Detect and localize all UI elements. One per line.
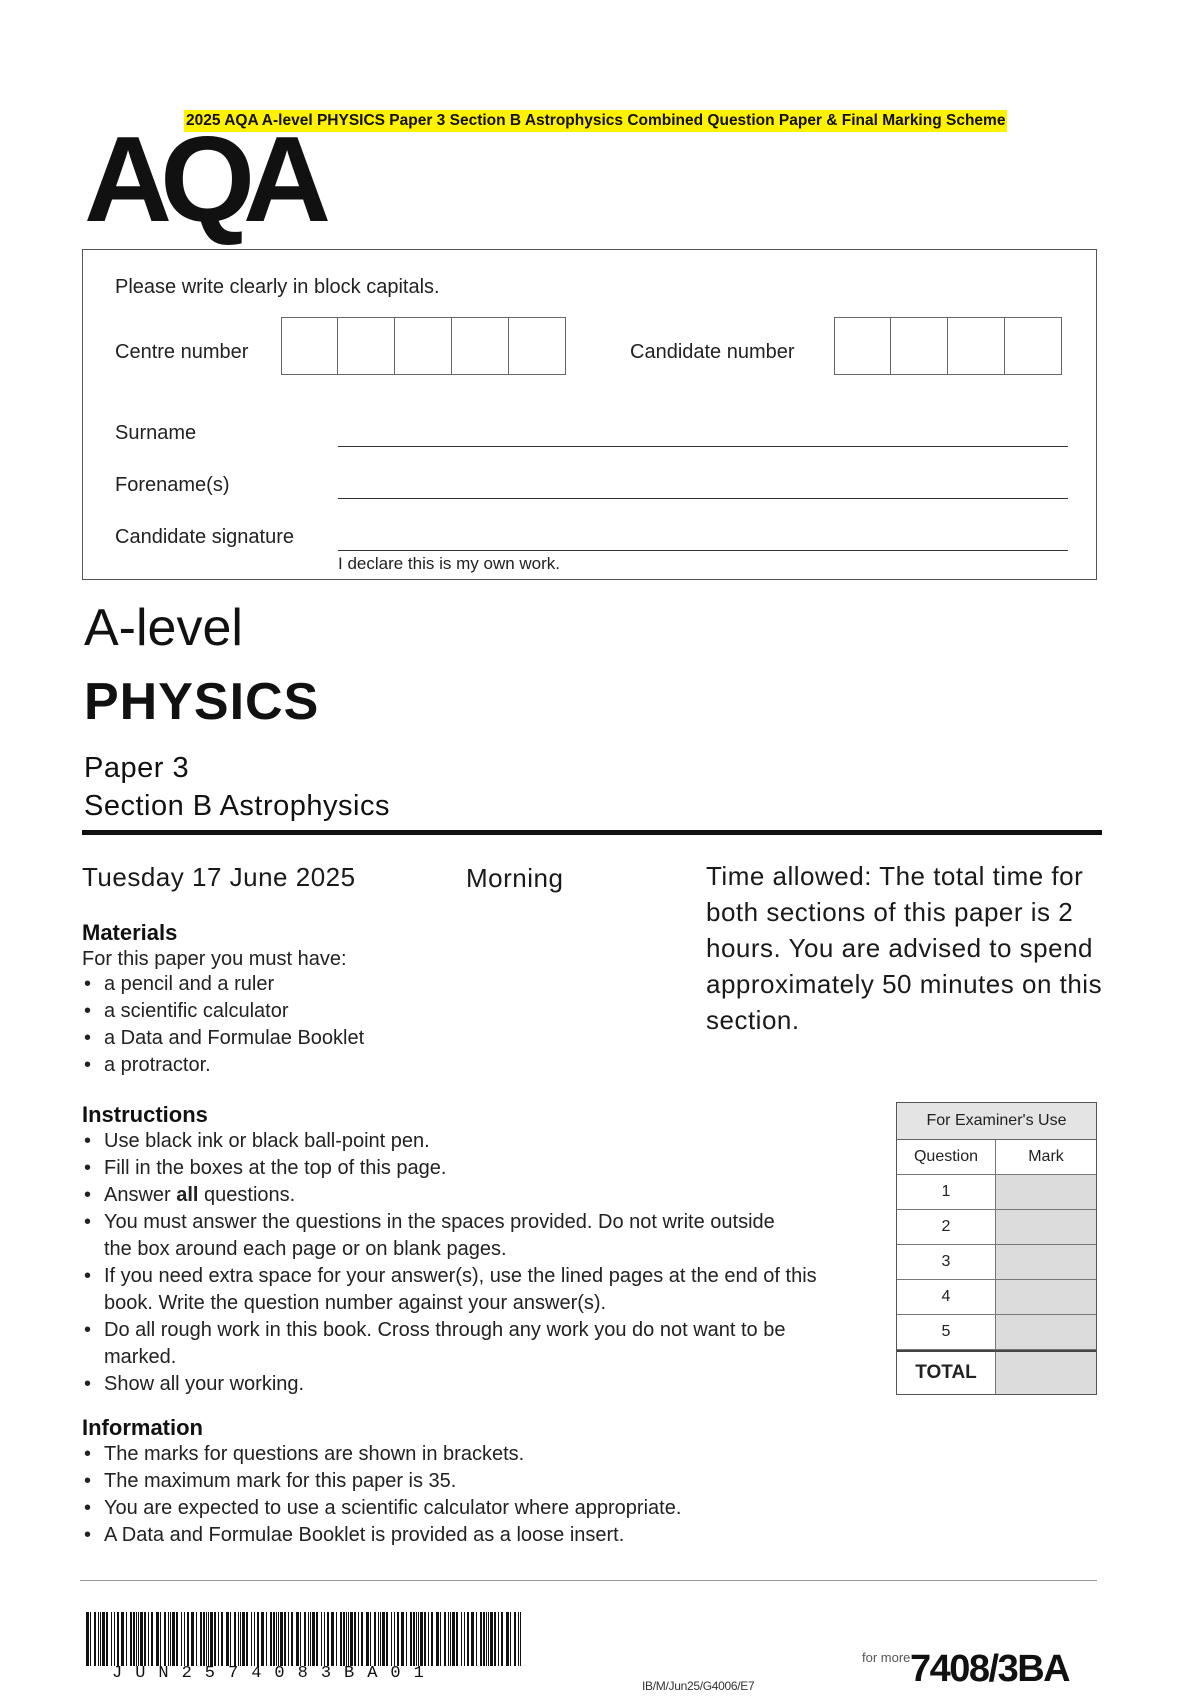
barcode-bar	[218, 1612, 219, 1666]
barcode-bar	[94, 1612, 96, 1666]
barcode-bar	[98, 1612, 99, 1666]
candidate-digit-box[interactable]	[948, 317, 1005, 375]
table-row	[897, 1210, 1096, 1245]
barcode-bar	[156, 1612, 159, 1666]
examiner-table	[896, 1102, 1097, 1395]
candidate-number-boxes[interactable]	[834, 317, 1062, 375]
mark-cell	[996, 1245, 1096, 1279]
centre-digit-box[interactable]	[281, 317, 338, 375]
barcode-bar	[210, 1612, 213, 1666]
barcode-bar	[164, 1612, 166, 1666]
barcode-bar	[361, 1612, 363, 1666]
declaration-text: I declare this is my own work.	[338, 554, 561, 573]
barcode-bar	[133, 1612, 135, 1666]
table-row	[897, 1175, 1096, 1210]
barcode-bar	[121, 1612, 124, 1666]
barcode-bar	[106, 1612, 108, 1666]
information-heading: Information	[82, 1415, 203, 1440]
list-item: • Use black ink or black ball-point pen.	[82, 1128, 862, 1155]
footer-divider	[80, 1580, 1097, 1581]
barcode-bar	[316, 1612, 318, 1666]
barcode-bar	[518, 1612, 519, 1666]
list-item: • Answer all questions.	[82, 1182, 862, 1209]
barcode-bar	[246, 1612, 248, 1666]
mark-cell	[996, 1280, 1096, 1314]
surname-line[interactable]	[338, 446, 1068, 447]
barcode-bar	[510, 1612, 511, 1666]
document-reference: IB/M/Jun25/G4006/E7	[642, 1679, 755, 1693]
barcode-bar	[117, 1612, 119, 1666]
barcode-bar	[261, 1612, 264, 1666]
barcode-bar	[304, 1612, 306, 1666]
list-item: • a scientific calculator	[82, 998, 722, 1025]
mark-cell	[996, 1315, 1096, 1349]
barcode-bar	[480, 1612, 482, 1666]
aqa-logo: AQA	[84, 111, 320, 247]
barcode-bar	[520, 1612, 521, 1666]
barcode-bar	[327, 1612, 329, 1666]
barcode-bar	[488, 1612, 489, 1666]
examiner-table-title: For Examiner's Use	[897, 1103, 1096, 1140]
barcode-bar	[168, 1612, 169, 1666]
instructions-section	[82, 1102, 882, 1398]
paper-code: 7408/3BA	[910, 1648, 1070, 1690]
list-item: • You must answer the questions in the spaces provided. Do not write outside the box around each page or on blank pages.	[82, 1209, 804, 1263]
list-item: • Show all your working.	[82, 1371, 862, 1398]
barcode-bar	[206, 1612, 207, 1666]
barcode-bar	[296, 1612, 299, 1666]
candidate-digit-box[interactable]	[834, 317, 891, 375]
candidate-digit-box[interactable]	[1005, 317, 1062, 375]
exam-session: Morning	[466, 863, 564, 893]
question-number: 3	[897, 1245, 996, 1279]
barcode-bar	[144, 1612, 146, 1666]
centre-digit-box[interactable]	[509, 317, 566, 375]
total-mark-cell	[996, 1352, 1096, 1394]
barcode-bar	[273, 1612, 275, 1666]
barcode-bar	[444, 1612, 446, 1666]
information-list	[82, 1441, 882, 1549]
barcode-bar	[448, 1612, 449, 1666]
centre-number-boxes[interactable]	[281, 317, 566, 375]
list-item: • The maximum mark for this paper is 35.	[82, 1468, 882, 1495]
barcode-bar	[413, 1612, 415, 1666]
paper-title: Paper 3	[84, 752, 190, 784]
barcode-bar	[200, 1612, 202, 1666]
table-row	[897, 1280, 1096, 1315]
barcode-bar	[456, 1612, 458, 1666]
candidate-digit-box[interactable]	[891, 317, 948, 375]
mark-cell	[996, 1210, 1096, 1244]
barcode-bar	[100, 1612, 101, 1666]
barcode-bar	[394, 1612, 395, 1666]
barcode-bar	[240, 1612, 241, 1666]
barcode-bar	[354, 1612, 356, 1666]
barcode-bar	[86, 1612, 89, 1666]
examiner-header-row	[897, 1140, 1096, 1175]
barcode-bar	[506, 1612, 509, 1666]
materials-list	[82, 971, 722, 1079]
subject-title: PHYSICS	[84, 673, 320, 731]
barcode-bar	[184, 1612, 185, 1666]
barcode-bar	[136, 1612, 137, 1666]
question-column-header: Question	[897, 1140, 996, 1174]
list-item: • The marks for questions are shown in brackets.	[82, 1441, 882, 1468]
barcode-bar	[160, 1612, 161, 1666]
candidate-number-label: Candidate number	[630, 341, 795, 363]
list-item: • A Data and Formulae Booklet is provided as a loose insert.	[82, 1522, 882, 1549]
barcode-bar	[336, 1612, 337, 1666]
barcode-bar	[350, 1612, 353, 1666]
exam-date: Tuesday 17 June 2025	[82, 862, 356, 892]
barcode-bar	[284, 1612, 286, 1666]
instructions-list	[82, 1128, 862, 1398]
barcode-bar	[378, 1612, 379, 1666]
question-number: 1	[897, 1175, 996, 1209]
barcode-bar	[424, 1612, 426, 1666]
barcode-bar	[331, 1612, 334, 1666]
barcode-bar	[102, 1612, 105, 1666]
barcode-bar	[280, 1612, 283, 1666]
barcode-bar	[208, 1612, 209, 1666]
barcode-bar	[358, 1612, 359, 1666]
barcode-bar	[366, 1612, 369, 1666]
barcode-bar	[90, 1612, 91, 1666]
table-row	[897, 1245, 1096, 1280]
barcode-bar	[257, 1612, 259, 1666]
barcode-bar	[450, 1612, 451, 1666]
barcode-bar	[464, 1612, 465, 1666]
barcode-bar	[203, 1612, 205, 1666]
forename-line[interactable]	[338, 498, 1068, 499]
barcode-bar	[270, 1612, 272, 1666]
list-item: • a protractor.	[82, 1052, 722, 1079]
barcode-bar	[410, 1612, 412, 1666]
title-banner: 2025 AQA A-level PHYSICS Paper 3 Section B Astrophysics Combined Question Paper & Final Marking Scheme	[184, 110, 1007, 132]
block-capitals-instruction: Please write clearly in block capitals.	[115, 276, 440, 298]
instructions-heading: Instructions	[82, 1102, 208, 1127]
barcode-bar	[191, 1612, 194, 1666]
materials-intro: For this paper you must have:	[82, 948, 347, 970]
barcode-bar	[406, 1612, 407, 1666]
centre-digit-box[interactable]	[395, 317, 452, 375]
barcode-bar	[471, 1612, 474, 1666]
barcode-bar	[288, 1612, 289, 1666]
barcode-image	[86, 1612, 526, 1666]
barcode-bar	[391, 1612, 392, 1666]
barcode-bar	[242, 1612, 245, 1666]
barcode-bar	[130, 1612, 132, 1666]
forename-label: Forename(s)	[115, 474, 230, 496]
barcode-bar	[170, 1612, 171, 1666]
barcode-bar	[382, 1612, 385, 1666]
barcode-bar	[346, 1612, 347, 1666]
barcode-bar	[114, 1612, 115, 1666]
barcode-bar	[476, 1612, 477, 1666]
barcode-bar	[340, 1612, 342, 1666]
barcode-bar	[126, 1612, 127, 1666]
barcode-bar	[467, 1612, 469, 1666]
barcode-bar	[310, 1612, 311, 1666]
barcode-bar	[278, 1612, 279, 1666]
title-divider	[82, 830, 1102, 835]
section-title: Section B Astrophysics	[84, 790, 390, 822]
question-number: 4	[897, 1280, 996, 1314]
barcode-bar	[498, 1612, 499, 1666]
centre-digit-box[interactable]	[452, 317, 509, 375]
barcode-bar	[397, 1612, 399, 1666]
barcode-bar	[452, 1612, 455, 1666]
list-item: • a Data and Formulae Booklet	[82, 1025, 722, 1052]
total-row	[897, 1350, 1096, 1394]
candidate-details-box	[82, 249, 1097, 580]
barcode-bar	[230, 1612, 231, 1666]
time-allowed: Time allowed: The total time for both sections of this paper is 2 hours. You are advised to spend approximately 50 minutes on this section.	[706, 861, 1103, 1035]
barcode-bar	[420, 1612, 423, 1666]
barcode-bar	[148, 1612, 149, 1666]
list-item: • If you need extra space for your answer(s), use the lined pages at the end of this book. Write the question number against your answer(s).	[82, 1263, 862, 1317]
barcode-bar	[291, 1612, 293, 1666]
barcode-bar	[140, 1612, 143, 1666]
barcode-bar	[221, 1612, 223, 1666]
barcode-bar	[428, 1612, 429, 1666]
information-section	[82, 1415, 882, 1549]
barcode-bar	[238, 1612, 239, 1666]
centre-number-label: Centre number	[115, 341, 249, 363]
surname-label: Surname	[115, 422, 197, 444]
barcode-bar	[234, 1612, 236, 1666]
barcode-bar	[172, 1612, 175, 1666]
barcode-bar	[214, 1612, 216, 1666]
site-watermark: for more	[862, 1650, 911, 1665]
barcode-bar	[151, 1612, 153, 1666]
barcode-bar	[266, 1612, 267, 1666]
materials-heading: Materials	[82, 920, 178, 945]
barcode-text: JUN2574083BA01	[112, 1664, 437, 1683]
barcode-bar	[138, 1612, 139, 1666]
barcode-bar	[321, 1612, 322, 1666]
barcode-bar	[196, 1612, 197, 1666]
barcode-bar	[440, 1612, 441, 1666]
barcode-bar	[401, 1612, 404, 1666]
barcode-bar	[483, 1612, 485, 1666]
table-row	[897, 1315, 1096, 1350]
barcode-bar	[187, 1612, 189, 1666]
qualification-title: A-level	[84, 599, 243, 657]
list-item: • Do all rough work in this book. Cross through any work you do not want to be marked.	[82, 1317, 824, 1371]
centre-digit-box[interactable]	[338, 317, 395, 375]
barcode-bar	[490, 1612, 493, 1666]
barcode-bar	[436, 1612, 439, 1666]
barcode-bar	[176, 1612, 178, 1666]
barcode-bar	[343, 1612, 345, 1666]
barcode-bar	[416, 1612, 417, 1666]
barcode-bar	[486, 1612, 487, 1666]
barcode-bar	[251, 1612, 252, 1666]
barcode-bar	[501, 1612, 503, 1666]
list-item: • You are expected to use a scientific calculator where appropriate.	[82, 1495, 882, 1522]
barcode-bar	[374, 1612, 376, 1666]
barcode-bar	[181, 1612, 182, 1666]
barcode-bar	[254, 1612, 255, 1666]
barcode-bar	[418, 1612, 419, 1666]
mark-column-header: Mark	[996, 1140, 1096, 1174]
barcode-bar	[461, 1612, 462, 1666]
barcode-bar	[431, 1612, 433, 1666]
barcode-bar	[494, 1612, 496, 1666]
barcode-bar	[276, 1612, 277, 1666]
mark-cell	[996, 1175, 1096, 1209]
barcode-bar	[312, 1612, 315, 1666]
barcode-bar	[386, 1612, 388, 1666]
barcode-bar	[380, 1612, 381, 1666]
question-number: 5	[897, 1315, 996, 1349]
barcode-bar	[348, 1612, 349, 1666]
signature-label: Candidate signature	[115, 526, 295, 548]
barcode-bar	[111, 1612, 112, 1666]
barcode-bar	[324, 1612, 325, 1666]
total-label: TOTAL	[897, 1352, 996, 1394]
barcode-bar	[370, 1612, 371, 1666]
barcode-bar	[300, 1612, 301, 1666]
barcode-bar	[226, 1612, 229, 1666]
signature-line[interactable]	[338, 550, 1068, 551]
list-item: • a pencil and a ruler	[82, 971, 722, 998]
barcode-bar	[308, 1612, 309, 1666]
list-item: • Fill in the boxes at the top of this page.	[82, 1155, 862, 1182]
materials-section	[82, 920, 722, 1079]
question-number: 2	[897, 1210, 996, 1244]
barcode-bar	[514, 1612, 516, 1666]
